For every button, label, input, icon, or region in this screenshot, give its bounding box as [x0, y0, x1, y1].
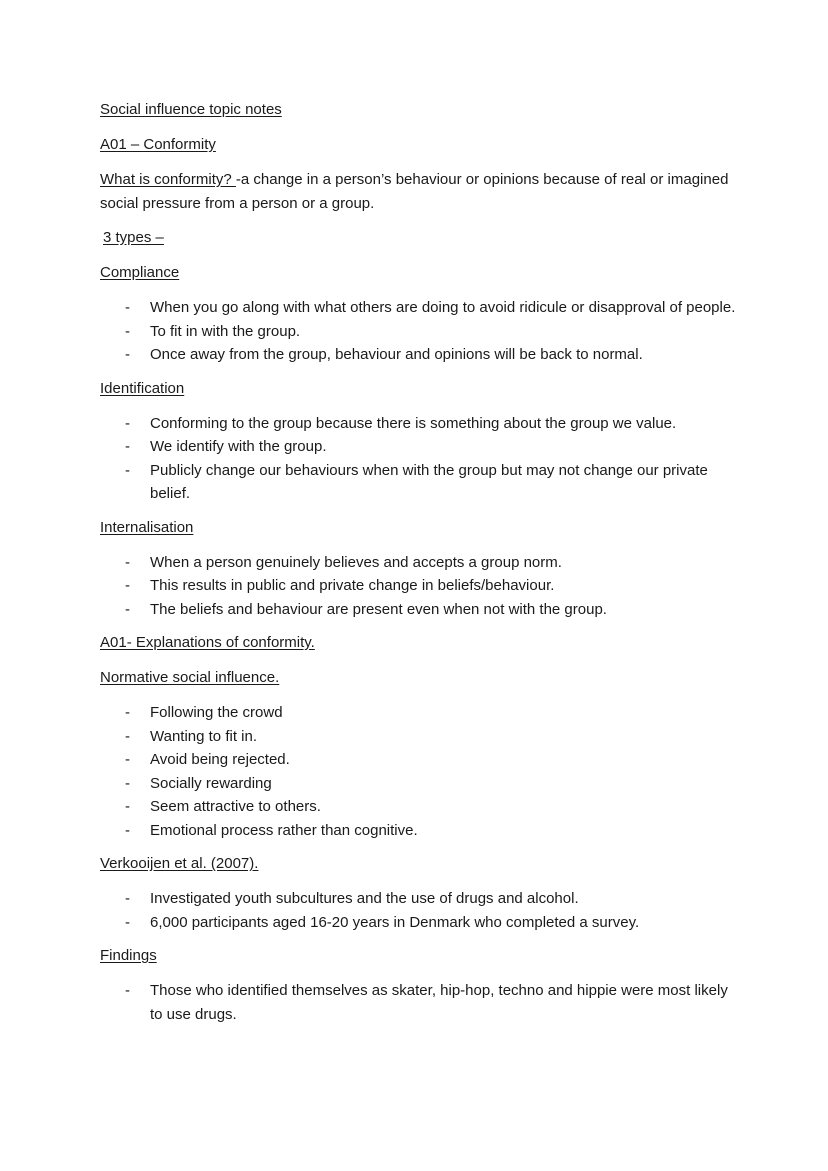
list-item: - We identify with the group.	[125, 438, 327, 455]
document-page	[100, 98, 740, 1026]
list-item: - Following the crowd	[125, 704, 283, 721]
section-heading-explanations: A01- Explanations of conformity.	[100, 634, 315, 651]
list-item: - 6,000 participants aged 16-20 years in Denmark who completed a survey.	[125, 913, 640, 931]
list-item: - Socially rewarding	[125, 774, 272, 792]
list-item: - To fit in with the group.	[125, 322, 301, 340]
section-heading-conformity: A01 – Conformity	[100, 136, 216, 153]
list-item: - Publicly change our behaviours when with the group but may not change our private belief.	[125, 461, 708, 502]
list-item: - Seem attractive to others.	[125, 798, 321, 815]
list-item: - When you go along with what others are doing to avoid ridicule or disapproval of people.	[125, 299, 736, 316]
verkooijen-heading: Verkooijen et al. (2007).	[100, 855, 259, 872]
list-item: - Wanting to fit in.	[125, 727, 257, 745]
identification-list	[100, 412, 740, 506]
list-item: - Emotional process rather than cognitive.	[125, 821, 418, 839]
definition-text: -a change in a person’s behaviour or opinions because of real or imagined social pressure from a person or a group.	[100, 171, 729, 212]
list-item: - Conforming to the group because there is something about the group we value.	[125, 414, 677, 432]
findings-heading: Findings	[100, 947, 157, 964]
document-title: Social influence topic notes	[100, 101, 282, 118]
definition-paragraph	[100, 168, 740, 215]
list-item: - Once away from the group, behaviour and opinions will be back to normal.	[125, 346, 643, 363]
list-item: - This results in public and private change in beliefs/behaviour.	[125, 577, 555, 594]
compliance-heading: Compliance	[100, 264, 180, 281]
list-item: - Those who identified themselves as skater, hip-hop, techno and hippie were most likely to use drugs.	[125, 982, 728, 1023]
findings-list	[100, 979, 740, 1026]
list-item: - When a person genuinely believes and accepts a group norm.	[125, 553, 562, 571]
internalisation-heading: Internalisation	[100, 518, 194, 536]
list-item: - The beliefs and behaviour are present even when not with the group.	[125, 600, 607, 618]
list-item: - Investigated youth subcultures and the use of drugs and alcohol.	[125, 890, 579, 907]
compliance-list	[100, 296, 740, 367]
definition-term: What is conformity?	[100, 171, 236, 188]
list-item: - Avoid being rejected.	[125, 751, 290, 768]
normative-list	[100, 701, 740, 842]
identification-heading: Identification	[100, 379, 185, 397]
normative-heading: Normative social influence.	[100, 669, 280, 686]
verkooijen-list	[100, 887, 740, 934]
types-heading: 3 types –	[103, 229, 164, 246]
internalisation-list	[100, 551, 740, 622]
